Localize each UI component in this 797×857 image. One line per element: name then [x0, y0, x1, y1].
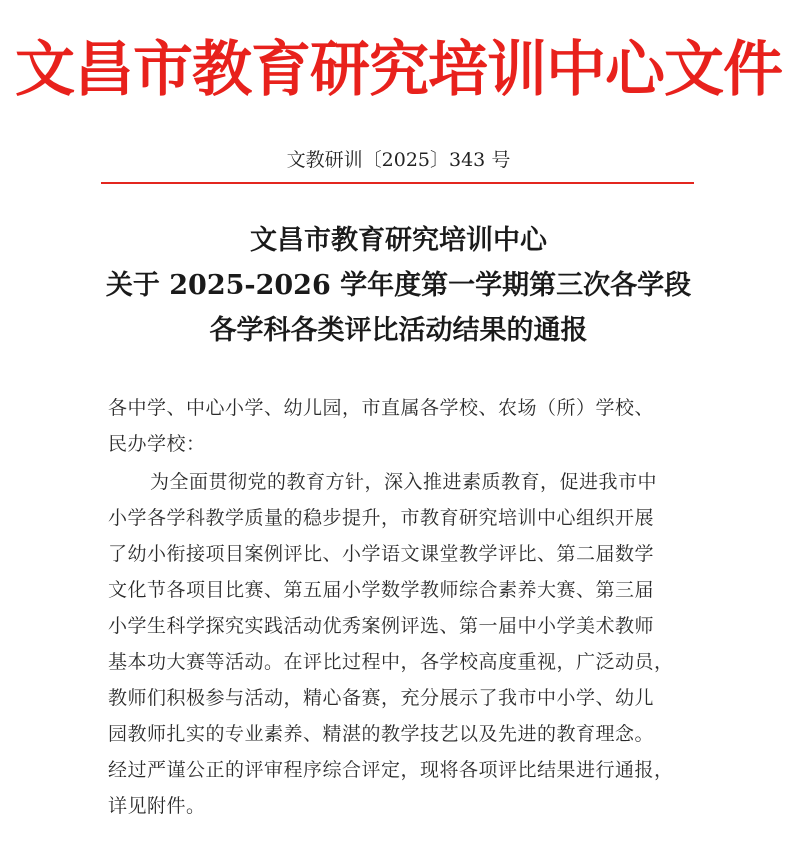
body-line: 教师们积极参与活动，精心备赛，充分展示了我市中小学、幼儿 [108, 687, 655, 709]
body-line: 详见附件。 [108, 795, 206, 817]
body-line: 为全面贯彻党的教育方针，深入推进素质教育，促进我市中 [150, 471, 658, 493]
salutation-line: 各中学、中心小学、幼儿园，市直属各学校、农场（所）学校、 [108, 397, 655, 419]
red-header-rule [101, 182, 694, 184]
body-paragraph [108, 464, 708, 824]
body-line: 小学各学科教学质量的稳步提升，市教育研究培训中心组织开展 [108, 507, 655, 529]
body-line: 文化节各项目比赛、第五届小学数学教师综合素养大赛、第三届 [108, 579, 655, 601]
document-title [0, 218, 797, 353]
body-line: 小学生科学探究实践活动优秀案例评选、第一届中小学美术教师 [108, 615, 655, 637]
body-line: 经过严谨公正的评审程序综合评定，现将各项评比结果进行通报， [108, 759, 674, 781]
title-line: 文昌市教育研究培训中心 [250, 225, 547, 256]
salutation [108, 390, 708, 462]
salutation-line: 民办学校： [108, 433, 206, 455]
title-line: 关于 2025-2026 学年度第一学期第三次各学段 [105, 270, 692, 301]
title-line: 各学科各类评比活动结果的通报 [209, 315, 588, 346]
body-line: 园教师扎实的专业素养、精湛的教学技艺以及先进的教育理念。 [108, 723, 655, 745]
body-line: 了幼小衔接项目案例评比、小学语文课堂教学评比、第二届数学 [108, 543, 655, 565]
document-masthead: 文昌市教育研究培训中心文件 [15, 35, 782, 105]
document-number: 文教研训〔2025〕343 号 [286, 149, 511, 171]
body-line: 基本功大赛等活动。在评比过程中，各学校高度重视，广泛动员， [108, 651, 674, 673]
